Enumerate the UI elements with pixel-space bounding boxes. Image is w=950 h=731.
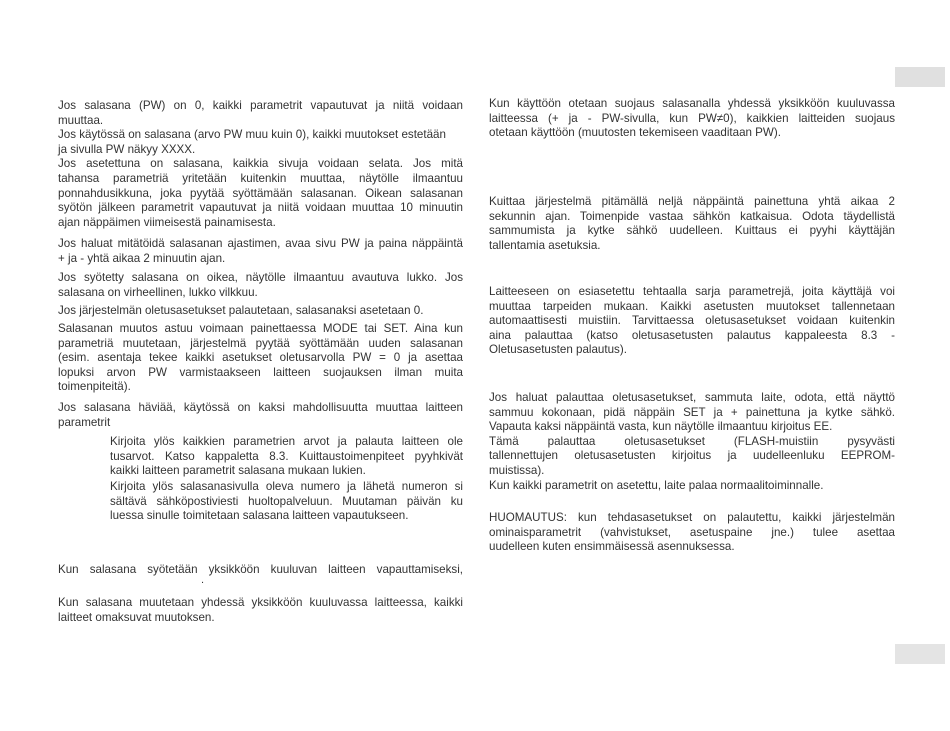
text-line: Jos haluat mitätöidä salasanan ajastimen, avaa sivu PW ja paina näppäintä: [58, 237, 463, 250]
text-line: Kirjoita ylös salasanasivulla oleva numero ja lähetä numeron si: [110, 480, 463, 493]
stray-dot: .: [201, 574, 205, 586]
unit-password-entry-paragraph: [58, 563, 463, 578]
text-line: sammumista ja kytke sähkö uudelleen. Kuittaus ei pyyhi käyttäjän: [489, 224, 895, 238]
text-line: HUOMAUTUS: kun tehdasasetukset on palautettu, kaikki järjestelmän: [489, 511, 895, 524]
lost-password-option-2: [110, 480, 463, 524]
text-line: tallennettujen oletusasetusten kirjoitus ja uudelleenluku EEPROM-: [489, 449, 895, 463]
text-line: + ja - yhtä aikaa 2 minuutin ajan.: [58, 251, 226, 265]
text-line: tahansa parametriä yritetään kuitenkin muuttaa, näytölle ilmaantuu: [58, 171, 463, 185]
factory-settings-paragraph: [489, 285, 895, 358]
restore-defaults-paragraph: [489, 391, 895, 493]
text-line: sekunnin ajan. Toimenpide vastaa sähkön katkaisua. Odota täydellistä: [489, 209, 895, 223]
text-line: Kun salasana muutetaan yhdessä yksikköön kuuluvassa laitteessa, kaikki: [58, 596, 463, 609]
text-line: parametrit: [58, 415, 111, 429]
text-line: Jos järjestelmän oletusasetukset palautetaan, salasanaksi asetetaan 0.: [58, 304, 424, 317]
password-lock-paragraph: [58, 271, 463, 300]
lost-password-option-1: [110, 435, 463, 479]
password-timer-paragraph: [58, 237, 463, 266]
text-line: laitteessa (+ ja - PW-sivulla, kun PW≠0), kaikkien laitteiden suojaus: [489, 111, 895, 125]
text-line: ponnahdusikkuna, joka pyytää syöttämään salasanan. Oikean salasanan: [58, 186, 463, 200]
text-line: parametriä muutetaan, järjestelmä pyytää syöttämään uuden salasanan: [58, 336, 463, 350]
system-reset-paragraph: [489, 195, 895, 253]
text-line: tusarvot. Katso kappaletta 8.3. Kuittaustoimenpiteet pyyhkivät: [110, 449, 463, 463]
text-line: Jos salasana häviää, käytössä on kaksi mahdollisuutta muuttaa laitteen: [58, 401, 463, 414]
text-line: kaikki laitteen parametrit salasana mukaan lukien.: [110, 464, 366, 478]
text-line: toimenpiteitä).: [58, 380, 131, 394]
text-line: ominaisparametrit (vahvistukset, asetuspaine jne.) tulee asettaa: [489, 525, 895, 539]
text-line: Jos asetettuna on salasana, kaikkia sivuja voidaan selata. Jos mitä: [58, 157, 463, 171]
password-intro-paragraph: [58, 99, 463, 230]
text-line: Jos käytössä on salasana (arvo PW muu kuin 0), kaikki muutokset estetään: [58, 128, 446, 142]
text-line: Kirjoita ylös kaikkien parametrien arvot ja palauta laitteen ole: [110, 435, 463, 448]
text-line: luessa sinulle toimitetaan salasana laitteen vapautukseen.: [110, 509, 409, 523]
text-line: sältävä sähköpostiviesti huoltopalveluun. Muutaman päivän ku: [110, 494, 463, 508]
text-line: muuttaa.: [58, 113, 104, 127]
text-line: muuttaa tarpeiden mukaan. Kaikki asetusten muutokset tallennetaan: [489, 299, 895, 313]
text-line: Jos haluat palauttaa oletusasetukset, sammuta laite, odota, että näyttö: [489, 391, 895, 404]
text-line: Tämä palauttaa oletusasetukset (FLASH-muistiin pysyvästi: [489, 434, 895, 448]
unit-password-change-paragraph: [58, 596, 463, 625]
password-reset-paragraph: [58, 304, 463, 319]
text-line: Jos salasana (PW) on 0, kaikki parametrit vapautuvat ja niitä voidaan: [58, 99, 463, 112]
text-line: Kun käyttöön otetaan suojaus salasanalla yhdessä yksikköön kuuluvassa: [489, 97, 895, 110]
text-line: (esim. asentaja tekee kaikki asetukset oletusarvolla PW = 0 ja asettaa: [58, 351, 463, 365]
text-line: Oletusasetusten palautus).: [489, 343, 627, 357]
text-line: laitteet omaksuvat muutoksen.: [58, 610, 215, 624]
text-line: Jos syötetty salasana on oikea, näytölle ilmaantuu avautuva lukko. Jos: [58, 271, 463, 284]
unit-protection-paragraph: [489, 97, 895, 141]
text-line: sammuu kokonaan, pidä näppäin SET ja + painettuna ja kytke sähkö.: [489, 405, 895, 419]
text-line: Vapauta kaksi näppäintä vasta, kun näytölle ilmaantuu kirjoitus EE.: [489, 420, 833, 434]
text-line: uudelleen kuten ensimmäisessä asennuksessa.: [489, 540, 735, 554]
text-line: Kun kaikki parametrit on asetettu, laite palaa normaalitoiminnalle.: [489, 478, 824, 492]
text-line: Kun salasana syötetään yksikköön kuuluvan laitteen vapauttamiseksi,: [58, 563, 463, 576]
text-line: muistissa).: [489, 463, 545, 477]
password-lost-paragraph: [58, 401, 463, 430]
text-line: ajan näppäimen viimeisestä painamisesta.: [58, 215, 276, 229]
page-number-tab-bottom: [895, 644, 945, 664]
text-line: aina palauttaa (katso oletusasetusten palautus kappaleesta 8.3 -: [489, 328, 895, 342]
password-change-paragraph: [58, 322, 463, 395]
text-line: Laitteeseen on esiasetettu tehtaalla sarja parametrejä, joita käyttäjä voi: [489, 285, 895, 298]
text-line: otetaan käyttöön (muutosten tekemiseen vaaditaan PW).: [489, 126, 781, 140]
language-tab-top: [895, 67, 945, 87]
text-line: ja sivulla PW näkyy XXXX.: [58, 142, 196, 156]
text-line: syötön jälkeen parametrit vapautuvat ja niitä voidaan muuttaa 10 minuutin: [58, 201, 463, 215]
text-line: automaattisesti muistiin. Tarvittaessa oletusasetukset voidaan kuitenkin: [489, 314, 895, 328]
text-line: salasana on virheellinen, lukko vilkkuu.: [58, 285, 258, 299]
factory-note-paragraph: [489, 511, 895, 555]
text-line: Salasanan muutos astuu voimaan painettaessa MODE tai SET. Aina kun: [58, 322, 463, 335]
text-line: tallentamia asetuksia.: [489, 238, 601, 252]
text-line: Kuittaa järjestelmä pitämällä neljä näppäintä painettuna yhtä aikaa 2: [489, 195, 895, 208]
text-line: lopuksi arvon PW varmistaakseen laitteen suojauksen ilman muita: [58, 365, 463, 379]
